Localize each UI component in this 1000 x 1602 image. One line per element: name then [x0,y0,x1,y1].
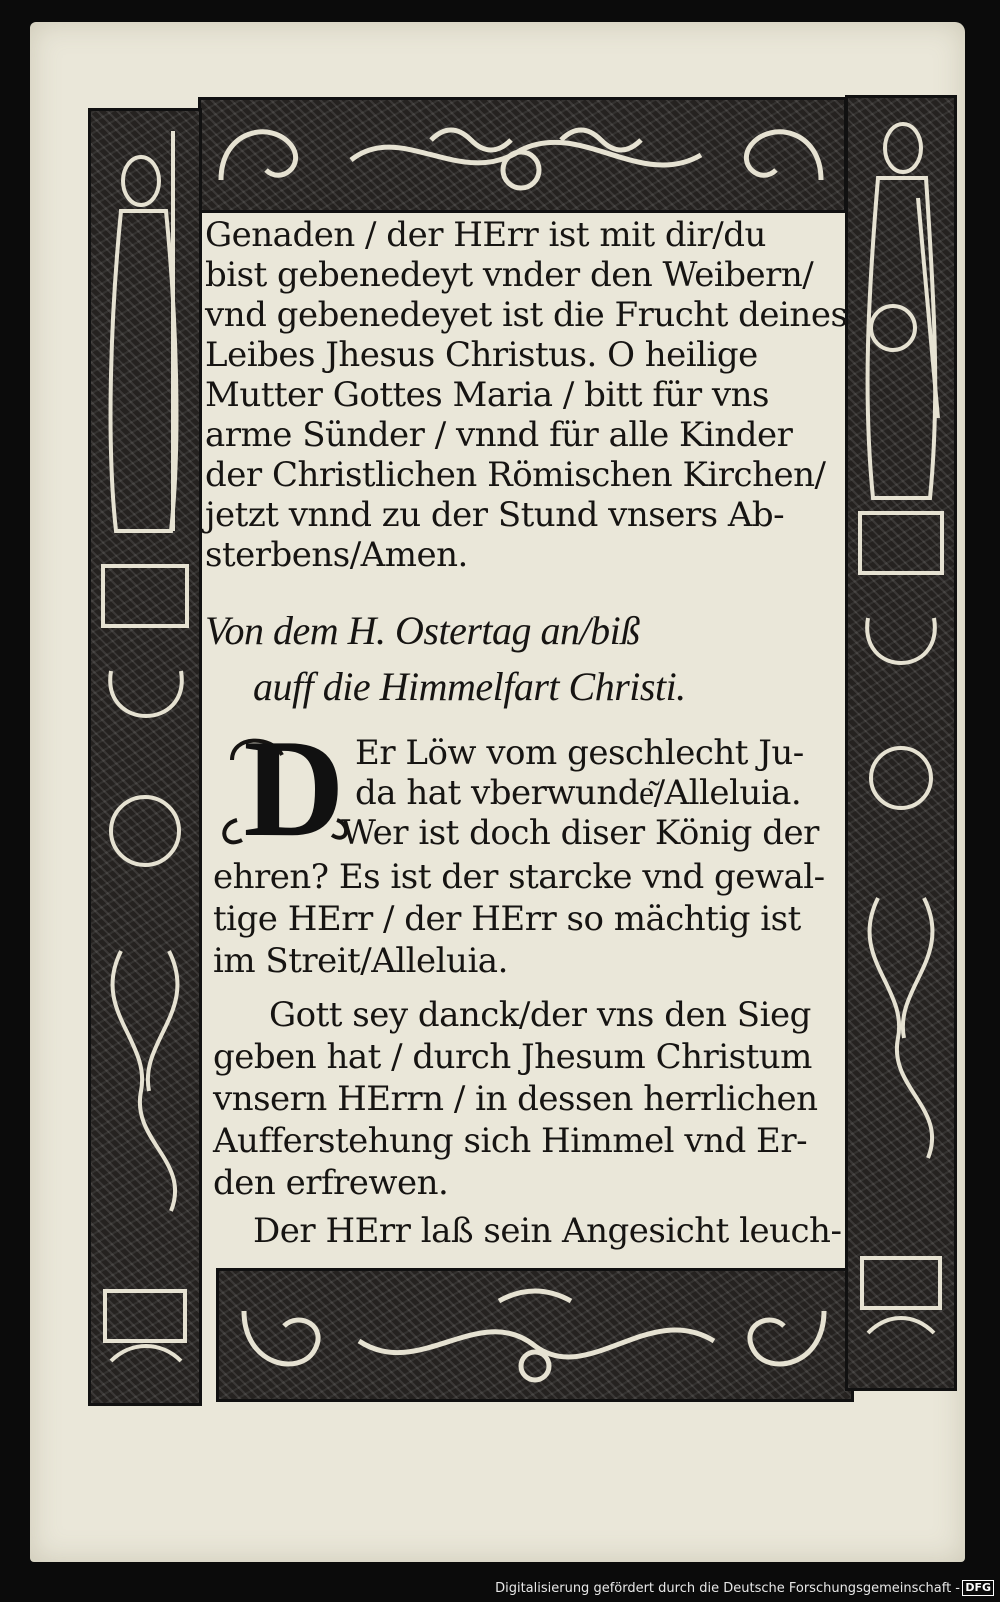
body-text-block [205,733,841,1273]
text-line: Mutter Gottes Maria / bitt für vns [205,375,769,415]
body-line: ehren? Es ist der starcke vnd gewal- [213,857,825,897]
right-woodcut-border [845,95,957,1391]
drop-cap-initial: D [243,711,345,866]
text-line: jetzt vnnd zu der Stund vnsers Ab- [205,495,785,535]
body-line: da hat vberwunde͂/Alleluia. [355,773,802,813]
text-line: vnd gebenedeyet ist die Frucht deines [205,295,848,335]
footer-credit: Digitalisierung gefördert durch die Deutsche Forschungsgemeinschaft - [495,1581,960,1596]
left-woodcut-border [88,108,202,1406]
body-line: Er Löw vom geschlecht Ju- [355,733,804,773]
footer-bar [0,1572,1000,1602]
text-line: sterbens/Amen. [205,535,468,575]
text-line: Genaden / der HErr ist mit dir/du [205,215,766,255]
body-line: vnsern HErrn / in dessen herrlichen [213,1079,818,1119]
body-line: Wer ist doch diser König der [341,813,819,853]
body-line: Gott sey danck/der vns den Sieg [269,995,811,1035]
body-line: tige HErr / der HErr so mächtig ist [213,899,801,939]
top-woodcut-border [198,97,847,213]
body-line: Aufferstehung sich Himmel vnd Er- [213,1121,808,1161]
text-line: arme Sünder / vnnd für alle Kinder [205,415,793,455]
body-line: Der HErr laß sein Angesicht leuch- [253,1211,842,1251]
body-line: den erfrewen. [213,1163,449,1203]
text-line: Leibes Jhesus Christus. O heilige [205,335,758,375]
body-line: im Streit/Alleluia. [213,941,508,981]
section-heading-line-2: auff die Himmelfart Christi. [253,664,686,709]
text-line: der Christlichen Römischen Kirchen/ [205,455,826,495]
text-line: bist gebenedeyt vnder den Weibern/ [205,255,814,295]
dfg-logo: DFG [962,1580,994,1596]
bottom-woodcut-border [216,1268,854,1402]
body-line: geben hat / durch Jhesum Christum [213,1037,812,1077]
section-heading-line-1: Von dem H. Ostertag an/biß [205,608,640,653]
